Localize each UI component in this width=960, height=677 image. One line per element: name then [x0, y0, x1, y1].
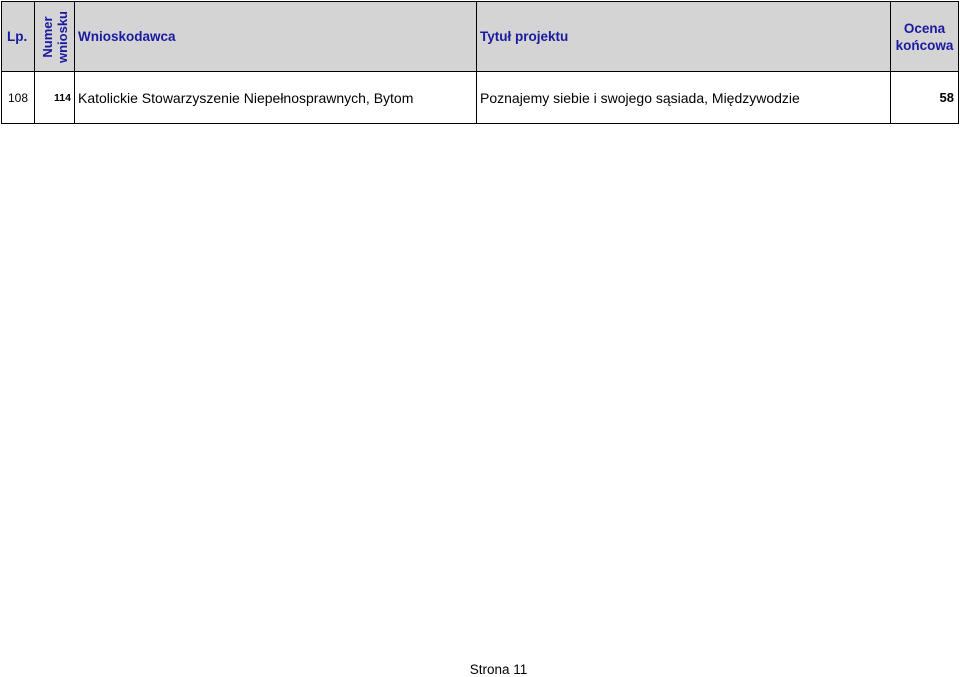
- table-row: [2, 72, 959, 124]
- cell-numer-wniosku: 114: [35, 72, 75, 124]
- header-numer-line1: Numer: [39, 15, 55, 58]
- page-number: Strona 11: [469, 662, 528, 677]
- header-ocena-line2: końcowa: [895, 37, 954, 53]
- header-ocena-koncowa: [891, 2, 959, 72]
- header-numer-line2: wniosku: [54, 10, 70, 63]
- header-lp: Lp.: [2, 2, 35, 72]
- results-table: [1, 1, 959, 124]
- cell-ocena-koncowa: 58: [891, 72, 959, 124]
- header-ocena-line1: Ocena: [903, 20, 946, 36]
- header-numer-wniosku: [35, 2, 75, 72]
- cell-tytul-projektu: Poznajemy siebie i swojego sąsiada, Międzywodzie: [477, 72, 891, 124]
- header-tytul-projektu: Tytuł projektu: [477, 2, 891, 72]
- header-numer-wniosku-text: [40, 10, 70, 62]
- header-wnioskodawca: Wnioskodawca: [75, 2, 477, 72]
- cell-lp: 108: [2, 72, 35, 124]
- table-header-row: [2, 2, 959, 72]
- cell-wnioskodawca: Katolickie Stowarzyszenie Niepełnosprawnych, Bytom: [75, 72, 477, 124]
